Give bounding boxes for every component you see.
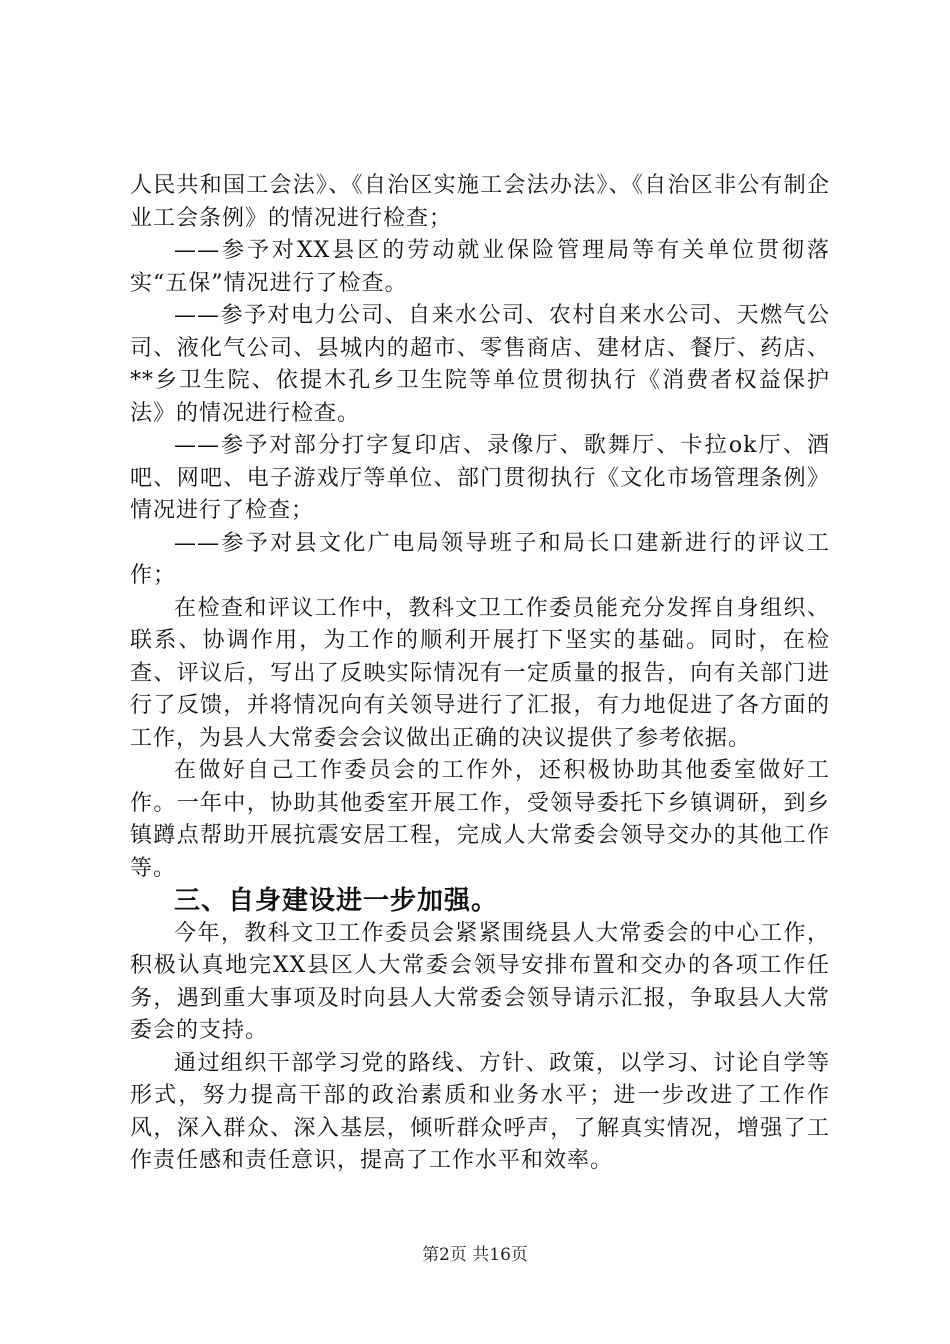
page-footer: 第2页 共16页 [422,1245,528,1265]
paragraph-7: 在做好自己工作委员会的工作外，还积极协助其他委室做好工作。一年中，协助其他委室开展工作，受领导委托下乡镇调研，到乡镇蹲点帮助开展抗震安居工程，完成人大常委会领导交办的其他工作等。 [130,758,830,881]
paragraph-3: ——参予对电力公司、自来水公司、农村自来水公司、天燃气公司、液化气公司、县城内的超市、零售商店、建材店、餐厅、药店、**乡卫生院、依提木孔乡卫生院等单位贯彻执行《消费者权益保护法》的情况进行检查。 [130,303,830,426]
paragraph-9: 通过组织干部学习党的路线、方针、政策，以学习、讨论自学等形式，努力提高干部的政治素质和业务水平；进一步改进了工作作风，深入群众、深入基层，倾听群众呼声，了解真实情况，增强了工作责任感和责任意识，提高了工作水平和效率。 [130,1050,830,1173]
paragraph-6: 在检查和评议工作中，教科文卫工作委员能充分发挥自身组织、联系、协调作用，为工作的顺利开展打下坚实的基础。同时，在检查、评议后，写出了反映实际情况有一定质量的报告，向有关部门进行了反馈，并将情况向有关领导进行了汇报，有力地促进了各方面的工作，为县人大常委会会议做出正确的决议提供了参考依据。 [130,595,830,751]
paragraph-5: ——参予对县文化广电局领导班子和局长口建新进行的评议工作； [130,530,830,588]
section-heading: 三、自身建设进一步加强。 [174,886,499,916]
document-body [130,170,830,1178]
paragraph-1: 人民共和国工会法》、《自治区实施工会法办法》、《自治区非公有制企业工会条例》的情况进行检查； [130,173,830,231]
paragraph-8: 今年，教科文卫工作委员会紧紧围绕县人大常委会的中心工作，积极认真地完XX县区人大常委会领导安排布置和交办的各项工作任务，遇到重大事项及时向县人大常委会领导请示汇报，争取县人大常委会的支持。 [130,920,830,1043]
paragraph-4: ——参予对部分打字复印店、录像厅、歌舞厅、卡拉ok厅、酒吧、网吧、电子游戏厅等单位、部门贯彻执行《文化市场管理条例》情况进行了检查； [130,433,830,523]
paragraph-2: ——参予对XX县区的劳动就业保险管理局等有关单位贯彻落实“五保”情况进行了检查。 [130,238,830,296]
